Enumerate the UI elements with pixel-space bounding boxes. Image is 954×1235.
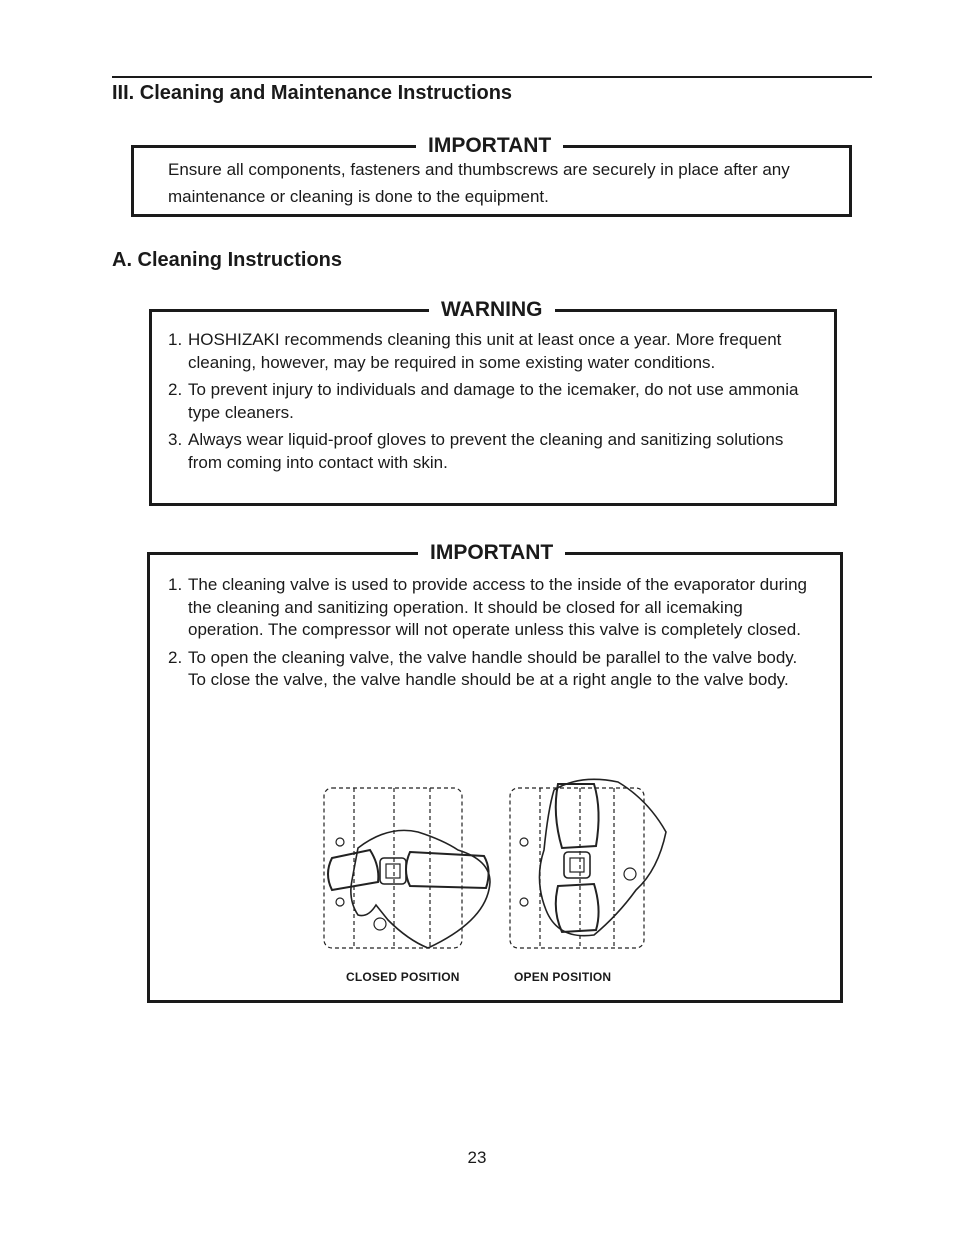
item-number: 1. — [168, 330, 183, 349]
important-title: IMPORTANT — [416, 133, 563, 159]
closed-valve-illustration — [324, 788, 490, 948]
item-number: 2. — [168, 647, 183, 667]
warning-list — [168, 329, 808, 479]
closed-position-caption: CLOSED POSITION — [346, 970, 460, 984]
warning-title: WARNING — [429, 297, 555, 323]
list-item — [168, 574, 818, 642]
valve-instruction-list — [168, 574, 818, 697]
list-item — [168, 647, 818, 692]
important-notice-box — [131, 134, 852, 217]
item-text: Always wear liquid-proof gloves to prevent the cleaning and sanitizing solutions from coming into contact with skin. — [188, 430, 784, 472]
item-text: To open the cleaning valve, the valve handle should be parallel to the valve body. To close the valve, the valve handle should be at a right angle to the valve body. — [188, 647, 798, 689]
item-text: HOSHIZAKI recommends cleaning this unit at least once a year. More frequent cleaning, however, may be required in some existing water conditions. — [188, 330, 782, 372]
item-number: 3. — [168, 430, 183, 449]
item-number: 1. — [168, 575, 183, 594]
open-valve-illustration — [510, 779, 666, 948]
item-text: The cleaning valve is used to provide access to the inside of the evaporator during the cleaning and sanitizing operation. It should be closed for all icemaking operation. The compressor will not operate unless this valve is completely closed. — [188, 575, 807, 639]
list-item — [168, 379, 808, 424]
warning-box — [149, 298, 837, 506]
page-number: 23 — [467, 1148, 487, 1167]
item-number: 2. — [168, 380, 183, 399]
open-position-caption: OPEN POSITION — [514, 970, 612, 984]
item-text: To prevent injury to individuals and damage to the icemaker, do not use ammonia type cleaners. — [188, 380, 799, 422]
list-item — [168, 429, 808, 474]
important-notice-text: Ensure all components, fasteners and thumbscrews are securely in place after any maintenance or cleaning is done to the equipment. — [168, 160, 790, 206]
subsection-heading: A. Cleaning Instructions — [112, 249, 343, 271]
section-heading: III. Cleaning and Maintenance Instructions — [112, 82, 513, 104]
valve-diagram — [318, 770, 678, 960]
top-rule — [112, 76, 872, 78]
list-item — [168, 329, 808, 374]
important-title: IMPORTANT — [418, 540, 565, 566]
